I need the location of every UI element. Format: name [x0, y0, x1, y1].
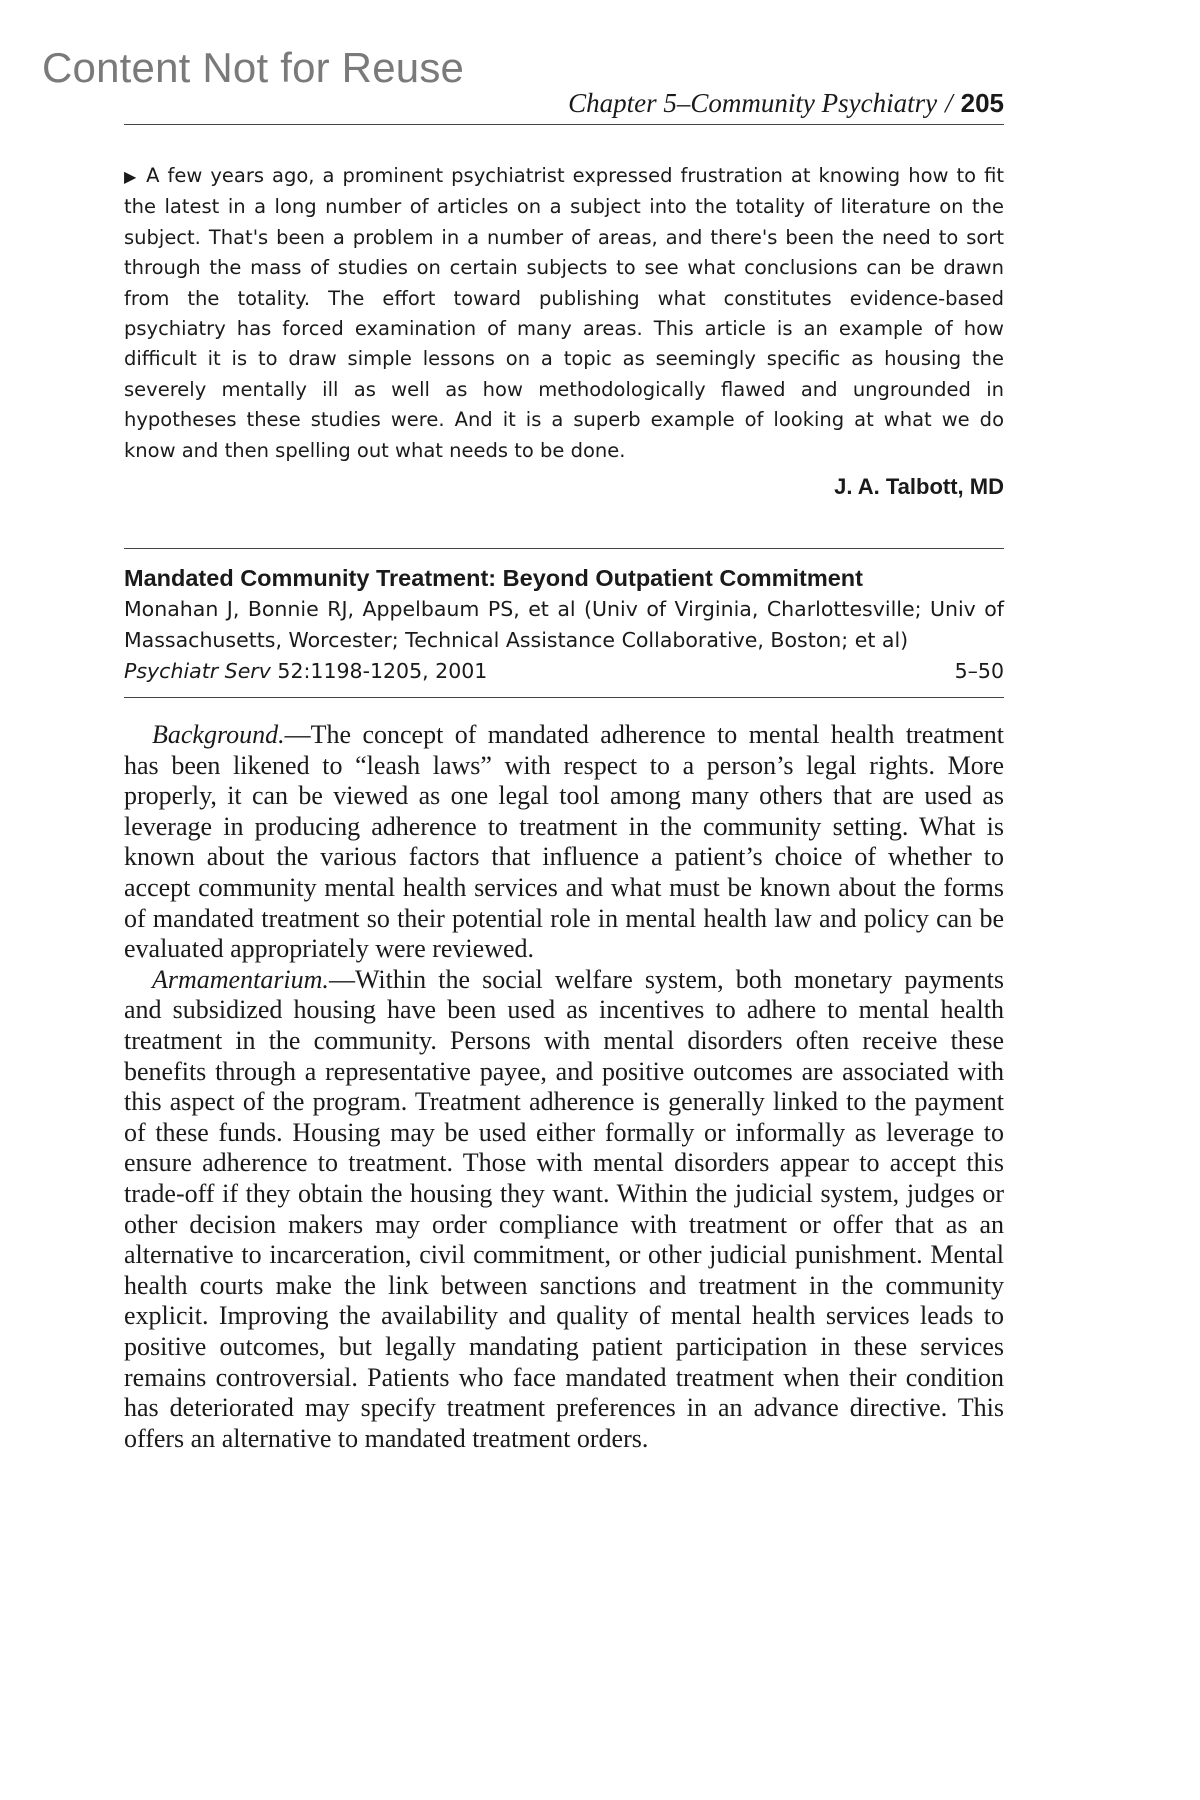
running-head — [124, 82, 1004, 124]
commentary-text: A few years ago, a prominent psychiatrist expressed frustration at knowing how to fit the latest in a long number of articles on a subject into the totality of literature on the subject. That's been a problem in a number of areas, and there's been the need to sort through the mass of studies on certain subjects to see what conclusions can be drawn from the totality. The effort toward publishing what constitutes evidence-based psychiatry has forced examination of many areas. This article is an example of how difficult it is to draw simple lessons on a topic as seemingly specific as housing the severely mentally ill as well as how methodologically flawed and ungrounded in hypotheses these studies were. And it is a superb example of looking at what we do know and then spelling out what needs to be done. — [124, 164, 1004, 462]
journal-name: Psychiatr Serv — [124, 659, 271, 684]
background-label: Background. — [152, 720, 285, 750]
commentary — [124, 161, 1004, 466]
arrow-right-icon: ▶ — [124, 167, 139, 186]
article-header — [124, 563, 1004, 687]
armamentarium-text: —Within the social welfare system, both monetary payments and subsidized housing have been used as incentives to adhere to mental health treatment in the community. Persons with mental disorders often receive these benefits through a representative payee, and positive outcomes are associated with this aspect of the program. Treatment adherence is generally linked to the payment of these funds. Housing may be used either formally or informally as leverage to ensure adherence to treatment. Those with mental disorders appear to accept this trade-off if they obtain the housing they want. Within the judicial system, judges or other decision makers may order compliance with treatment or offer that as an alternative to incarceration, civil commitment, or other judicial punishment. Mental health courts make the link between sanctions and treatment in the community explicit. Improving the availability and quality of mental health services leads to positive outcomes, but legally mandating patient participation in these services remains controversial. Patients who face mandated treatment when their condition has deteriorated may specify treatment preferences in an advance directive. This offers an alternative to mandated treatment orders. — [124, 964, 1004, 1453]
armamentarium-paragraph — [124, 965, 1004, 1455]
article-body — [124, 720, 1004, 1454]
background-paragraph — [124, 720, 1004, 965]
document-page — [124, 82, 1004, 1454]
journal-citation: 52:1198-1205, 2001 — [277, 659, 488, 684]
commentary-author: J. A. Talbott, MD — [834, 474, 1004, 500]
chapter-title: Chapter 5–Community Psychiatry — [568, 88, 938, 118]
running-head-separator: / — [945, 88, 953, 118]
armamentarium-label: Armamentarium. — [152, 964, 329, 994]
article-citation — [124, 656, 1004, 687]
article-header-rule — [124, 697, 1004, 698]
watermark: Content Not for Reuse — [42, 44, 465, 91]
header-rule — [124, 124, 1004, 125]
page-number: 205 — [960, 88, 1004, 118]
reference-number: 5–50 — [954, 659, 1004, 684]
article-title: Mandated Community Treatment: Beyond Outpatient Commitment — [124, 565, 863, 592]
background-text: —The concept of mandated adherence to mental health treatment has been likened to “leash laws” with respect to a person’s legal rights. More properly, it can be viewed as one legal tool among many others that are used as leverage in producing adherence to treatment in the community setting. What is known about the various factors that influence a patient’s choice of whether to accept community mental health services and what must be known about the forms of mandated treatment so their potential role in mental health law and policy can be evaluated appropriately were reviewed. — [124, 720, 1004, 964]
section-rule — [124, 548, 1004, 549]
article-authors: Monahan J, Bonnie RJ, Appelbaum PS, et al (Univ of Virginia, Charlottesville; Univ of Massachusetts, Worcester; Technical Assistance Collaborative, Boston; et al) — [124, 597, 1004, 653]
